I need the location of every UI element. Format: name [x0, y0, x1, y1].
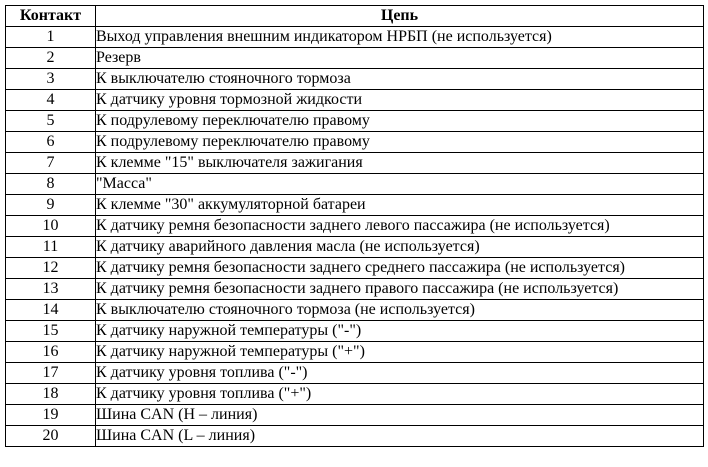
table-row: [6, 321, 704, 342]
contact-cell: 17: [6, 363, 96, 384]
contact-cell: 16: [6, 342, 96, 363]
table-row: [6, 111, 704, 132]
table-row: [6, 48, 704, 69]
circuit-cell: Резерв: [96, 48, 704, 69]
table-row: [6, 90, 704, 111]
contact-cell: 20: [6, 426, 96, 447]
contact-cell: 4: [6, 90, 96, 111]
circuit-cell: К датчику ремня безопасности заднего левого пассажира (не используется): [96, 216, 704, 237]
circuit-cell: К датчику наружной температуры ("-"): [96, 321, 704, 342]
contact-cell: 13: [6, 279, 96, 300]
circuit-cell: К подрулевому переключателю правому: [96, 111, 704, 132]
contact-cell: 12: [6, 258, 96, 279]
contact-cell: 18: [6, 384, 96, 405]
circuit-cell: К датчику ремня безопасности заднего правого пассажира (не используется): [96, 279, 704, 300]
table-row: [6, 174, 704, 195]
table-row: [6, 258, 704, 279]
circuit-cell: К клемме "30" аккумуляторной батареи: [96, 195, 704, 216]
table-row: [6, 216, 704, 237]
contact-cell: 5: [6, 111, 96, 132]
table-row: [6, 405, 704, 426]
table-row: [6, 300, 704, 321]
table-row: [6, 426, 704, 447]
table-row: [6, 279, 704, 300]
circuit-cell: К датчику аварийного давления масла (не используется): [96, 237, 704, 258]
contact-cell: 1: [6, 27, 96, 48]
contact-cell: 3: [6, 69, 96, 90]
contact-cell: 10: [6, 216, 96, 237]
contact-cell: 8: [6, 174, 96, 195]
circuit-cell: К подрулевому переключателю правому: [96, 132, 704, 153]
table-row: [6, 342, 704, 363]
table-row: [6, 384, 704, 405]
circuit-cell: К датчику уровня топлива ("-"): [96, 363, 704, 384]
table-row: [6, 153, 704, 174]
circuit-cell: Выход управления внешним индикатором НРБП (не используется): [96, 27, 704, 48]
table-row: [6, 363, 704, 384]
contact-cell: 15: [6, 321, 96, 342]
header-contact: Контакт: [6, 6, 96, 27]
table-row: [6, 69, 704, 90]
table-row: [6, 195, 704, 216]
contact-cell: 6: [6, 132, 96, 153]
header-circuit: Цепь: [96, 6, 704, 27]
pinout-table-container: [5, 5, 704, 447]
circuit-cell: Шина CAN (H – линия): [96, 405, 704, 426]
circuit-cell: К выключателю стояночного тормоза (не используется): [96, 300, 704, 321]
circuit-cell: К клемме "15" выключателя зажигания: [96, 153, 704, 174]
circuit-cell: К датчику ремня безопасности заднего среднего пассажира (не используется): [96, 258, 704, 279]
table-row: [6, 132, 704, 153]
pinout-table: [5, 5, 704, 447]
circuit-cell: К датчику наружной температуры ("+"): [96, 342, 704, 363]
contact-cell: 9: [6, 195, 96, 216]
circuit-cell: Шина CAN (L – линия): [96, 426, 704, 447]
contact-cell: 14: [6, 300, 96, 321]
contact-cell: 11: [6, 237, 96, 258]
header-row: [6, 6, 704, 27]
table-body: [6, 27, 704, 447]
circuit-cell: "Масса": [96, 174, 704, 195]
circuit-cell: К выключателю стояночного тормоза: [96, 69, 704, 90]
contact-cell: 7: [6, 153, 96, 174]
circuit-cell: К датчику уровня тормозной жидкости: [96, 90, 704, 111]
contact-cell: 19: [6, 405, 96, 426]
table-row: [6, 237, 704, 258]
circuit-cell: К датчику уровня топлива ("+"): [96, 384, 704, 405]
table-row: [6, 27, 704, 48]
contact-cell: 2: [6, 48, 96, 69]
